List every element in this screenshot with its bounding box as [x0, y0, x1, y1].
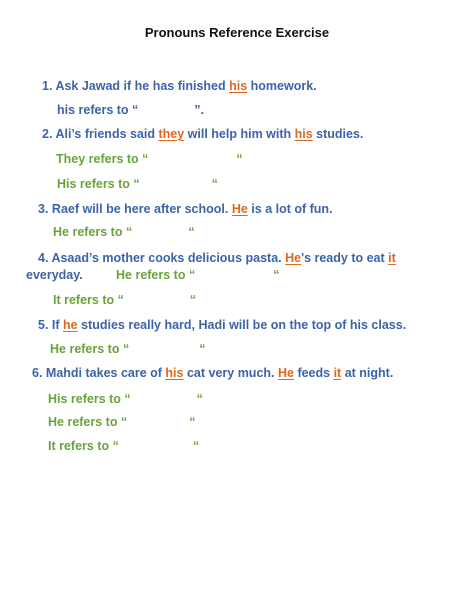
answer-they-refers-to	[56, 152, 243, 166]
answer-his-refers-to	[57, 103, 204, 117]
closing-quote: “	[211, 177, 218, 191]
closing-quote: “	[188, 225, 195, 239]
answer-label: His refers to “	[48, 392, 131, 406]
question-text: cat very much.	[183, 366, 278, 380]
answer-label: They refers to “	[56, 152, 149, 166]
closing-quote: ”.	[194, 103, 205, 117]
question-4-continued: everyday.	[26, 268, 83, 282]
pronoun-he: He	[231, 202, 248, 216]
pronoun-his: his	[165, 366, 184, 380]
answer-he-refers-to	[116, 268, 279, 282]
question-text: Ali’s friends said	[55, 127, 159, 141]
closing-quote: “	[189, 293, 197, 307]
closing-quote: “	[273, 268, 280, 282]
question-text: will help him with	[184, 127, 295, 141]
question-number: 3.	[38, 202, 49, 216]
closing-quote: “	[196, 392, 203, 406]
answer-label: It refers to “	[48, 439, 119, 453]
question-number: 5.	[38, 318, 49, 332]
answer-he-refers-to	[48, 415, 195, 429]
pronoun-he: He	[285, 251, 302, 265]
question-text: Ask Jawad if he has finished	[55, 79, 230, 93]
question-number: 6.	[32, 366, 43, 380]
pronoun-it: it	[333, 366, 342, 380]
answer-it-refers-to	[48, 439, 199, 453]
question-text: homework.	[247, 79, 317, 93]
answer-it-refers-to	[53, 293, 196, 307]
question-number: 1.	[42, 79, 53, 93]
answer-he-refers-to	[53, 225, 194, 239]
pronoun-his: his	[294, 127, 313, 141]
question-text: studies really hard, Hadi will be on the top of his class.	[77, 318, 407, 332]
question-text: If	[51, 318, 64, 332]
question-text: 's ready to eat	[301, 251, 389, 265]
closing-quote: “	[236, 152, 243, 166]
question-text: at night.	[341, 366, 394, 380]
question-3	[38, 202, 333, 216]
page-title: Pronouns Reference Exercise	[144, 25, 330, 40]
answer-label: He refers to “	[48, 415, 128, 429]
pronoun-he: he	[63, 318, 78, 332]
answer-label: his refers to “	[57, 103, 139, 117]
question-text: Asaad’s mother cooks delicious pasta.	[51, 251, 286, 265]
question-text: feeds	[293, 366, 334, 380]
pronoun-his: his	[229, 79, 248, 93]
question-text: studies.	[312, 127, 364, 141]
answer-label: He refers to “	[116, 268, 196, 282]
answer-label: He refers to “	[50, 342, 130, 356]
question-4	[38, 251, 396, 265]
closing-quote: “	[199, 342, 206, 356]
answer-his-refers-to	[57, 177, 218, 191]
answer-label: It refers to “	[53, 293, 124, 307]
question-6	[32, 366, 393, 380]
question-number: 2.	[42, 127, 53, 141]
closing-quote: “	[189, 415, 196, 429]
answer-his-refers-to	[48, 392, 203, 406]
closing-quote: “	[192, 439, 200, 453]
answer-he-refers-to	[50, 342, 205, 356]
answer-label: His refers to “	[57, 177, 140, 191]
answer-label: He refers to “	[53, 225, 133, 239]
question-text: is a lot of fun.	[247, 202, 333, 216]
question-5	[38, 318, 406, 332]
question-1	[42, 79, 317, 93]
question-number: 4.	[38, 251, 49, 265]
question-text: Raef will be here after school.	[51, 202, 232, 216]
question-text: Mahdi takes care of	[45, 366, 166, 380]
pronoun-it: it	[388, 251, 396, 265]
pronoun-he: He	[277, 366, 294, 380]
question-2	[42, 127, 363, 141]
pronoun-they: they	[158, 127, 185, 141]
